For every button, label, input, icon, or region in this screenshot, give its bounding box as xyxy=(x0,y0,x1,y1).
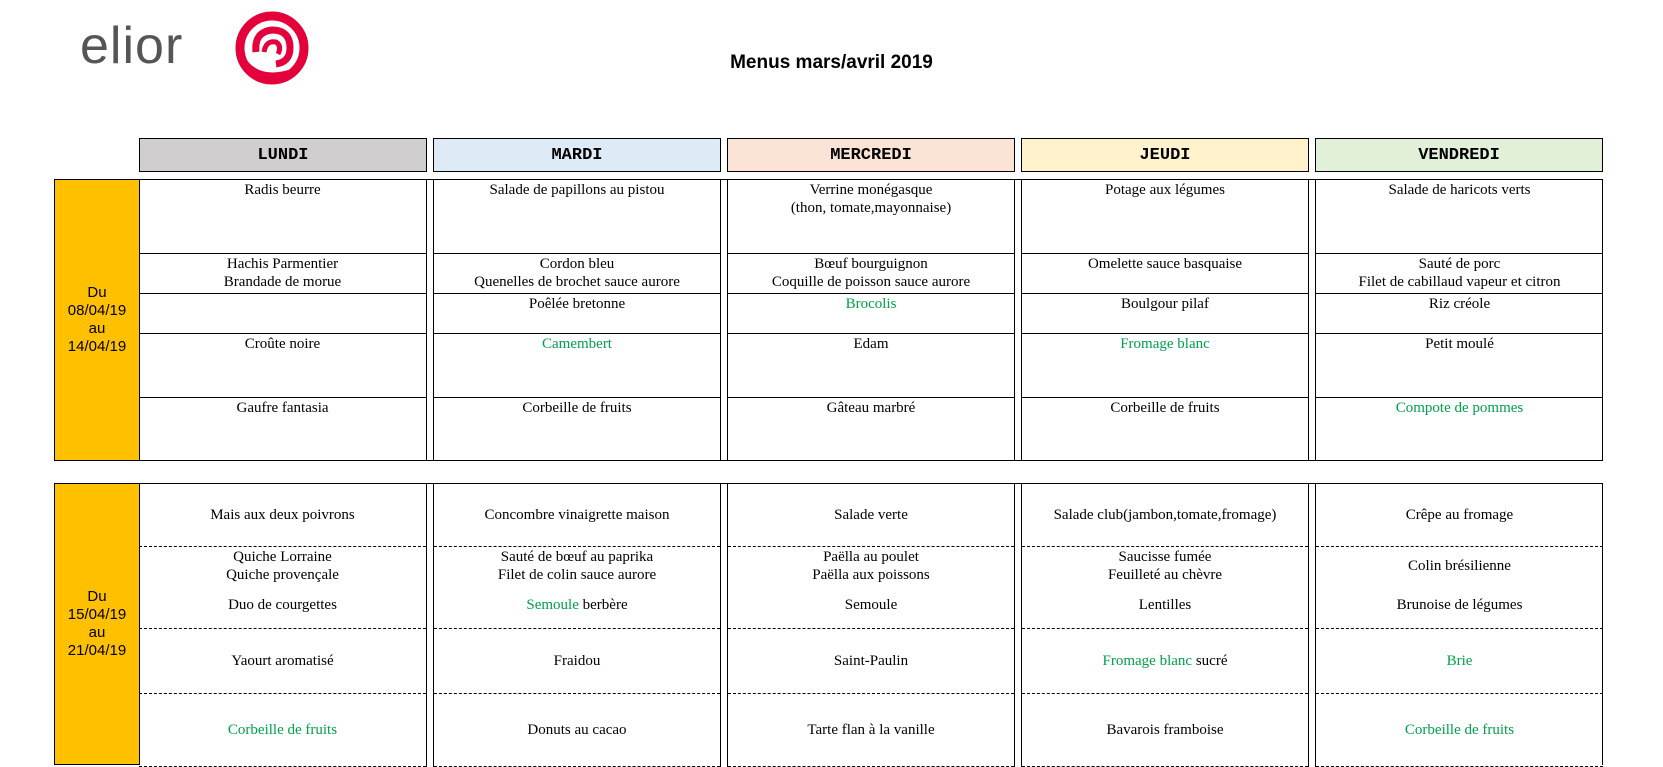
dessert: Compote de pommes xyxy=(1316,397,1603,461)
cheese: Brie xyxy=(1316,628,1603,693)
cheese: Edam xyxy=(728,333,1014,397)
cheese: Fraidou xyxy=(434,628,720,693)
starter: Salade verte xyxy=(834,506,908,523)
page-title: Menus mars/avril 2019 xyxy=(730,52,933,73)
main-dish: Saucisse fumée Feuilleté au chèvre Lentilles xyxy=(1022,546,1308,628)
dessert: Donuts au cacao xyxy=(434,693,720,767)
cheese: Fromage blanc sucré xyxy=(1022,628,1308,693)
day-header-vendredi: VENDREDI xyxy=(1315,138,1603,172)
week1-col-vendredi xyxy=(1315,179,1603,461)
main-dish: Hachis Parmentier Brandade de morue xyxy=(139,253,426,293)
main-dish: Bœuf bourguignon Coquille de poisson sauce aurore xyxy=(728,253,1014,293)
main-dish: Quiche Lorraine Quiche provençale Duo de courgettes xyxy=(139,546,426,628)
main-dish: Cordon bleu Quenelles de brochet sauce aurore xyxy=(434,253,720,293)
main-dish: Paëlla au poulet Paëlla aux poissons Semoule xyxy=(728,546,1014,628)
elior-logo xyxy=(80,8,320,90)
dessert: Bavarois framboise xyxy=(1022,693,1308,767)
week1-col-mercredi xyxy=(727,179,1015,461)
side-dish: Poêlée bretonne xyxy=(434,293,720,333)
dessert: Tarte flan à la vanille xyxy=(728,693,1014,767)
week1-col-mardi xyxy=(433,179,721,461)
side-dish: Brocolis xyxy=(728,293,1014,333)
starter: Verrine monégasque (thon, tomate,mayonnaise) xyxy=(790,182,952,216)
rose-logo-icon xyxy=(232,8,312,88)
cheese: Yaourt aromatisé xyxy=(139,628,426,693)
cheese: Saint-Paulin xyxy=(728,628,1014,693)
week2-col-lundi xyxy=(139,483,427,767)
side-dish: Riz créole xyxy=(1316,293,1603,333)
day-header-lundi: LUNDI xyxy=(139,138,427,172)
main-dish: Omelette sauce basquaise xyxy=(1022,253,1308,293)
dessert: Gâteau marbré xyxy=(728,397,1014,461)
starter: Mais aux deux poivrons xyxy=(210,506,355,523)
cheese: Fromage blanc xyxy=(1022,333,1308,397)
starter: Salade de haricots verts xyxy=(1388,182,1531,198)
starter: Concombre vinaigrette maison xyxy=(484,506,670,523)
starter: Salade de papillons au pistou xyxy=(489,182,665,198)
week2-col-jeudi xyxy=(1021,483,1309,767)
starter: Potage aux légumes xyxy=(1105,182,1225,198)
dessert: Corbeille de fruits xyxy=(1022,397,1308,461)
logo-text: elior xyxy=(80,17,184,75)
week2-col-mardi xyxy=(433,483,721,767)
starter: Crêpe au fromage xyxy=(1405,506,1514,523)
week2-col-vendredi xyxy=(1315,483,1603,767)
dessert: Corbeille de fruits xyxy=(1316,693,1603,767)
starter: Salade club(jambon,tomate,fromage) xyxy=(1053,506,1277,523)
dessert: Gaufre fantasia xyxy=(139,397,426,461)
cheese: Camembert xyxy=(434,333,720,397)
cheese: Croûte noire xyxy=(139,333,426,397)
week2-col-mercredi xyxy=(727,483,1015,767)
cheese: Petit moulé xyxy=(1316,333,1603,397)
week1-label: Du 08/04/19 au 14/04/19 xyxy=(54,179,140,461)
main-dish: Sauté de porc Filet de cabillaud vapeur et citron xyxy=(1316,253,1603,293)
side-dish xyxy=(139,293,426,333)
week1-col-jeudi xyxy=(1021,179,1309,461)
day-header-mercredi: MERCREDI xyxy=(727,138,1015,172)
starter: Radis beurre xyxy=(244,182,321,198)
side-dish: Boulgour pilaf xyxy=(1022,293,1308,333)
day-header-mardi: MARDI xyxy=(433,138,721,172)
dessert: Corbeille de fruits xyxy=(434,397,720,461)
main-dish: Sauté de bœuf au paprika Filet de colin sauce aurore Semoule berbère xyxy=(434,546,720,628)
day-header-jeudi: JEUDI xyxy=(1021,138,1309,172)
week1-col-lundi xyxy=(139,179,427,461)
main-dish: Colin brésilienne Brunoise de légumes xyxy=(1316,546,1603,628)
dessert: Corbeille de fruits xyxy=(139,693,426,767)
week2-label: Du 15/04/19 au 21/04/19 xyxy=(54,483,140,765)
